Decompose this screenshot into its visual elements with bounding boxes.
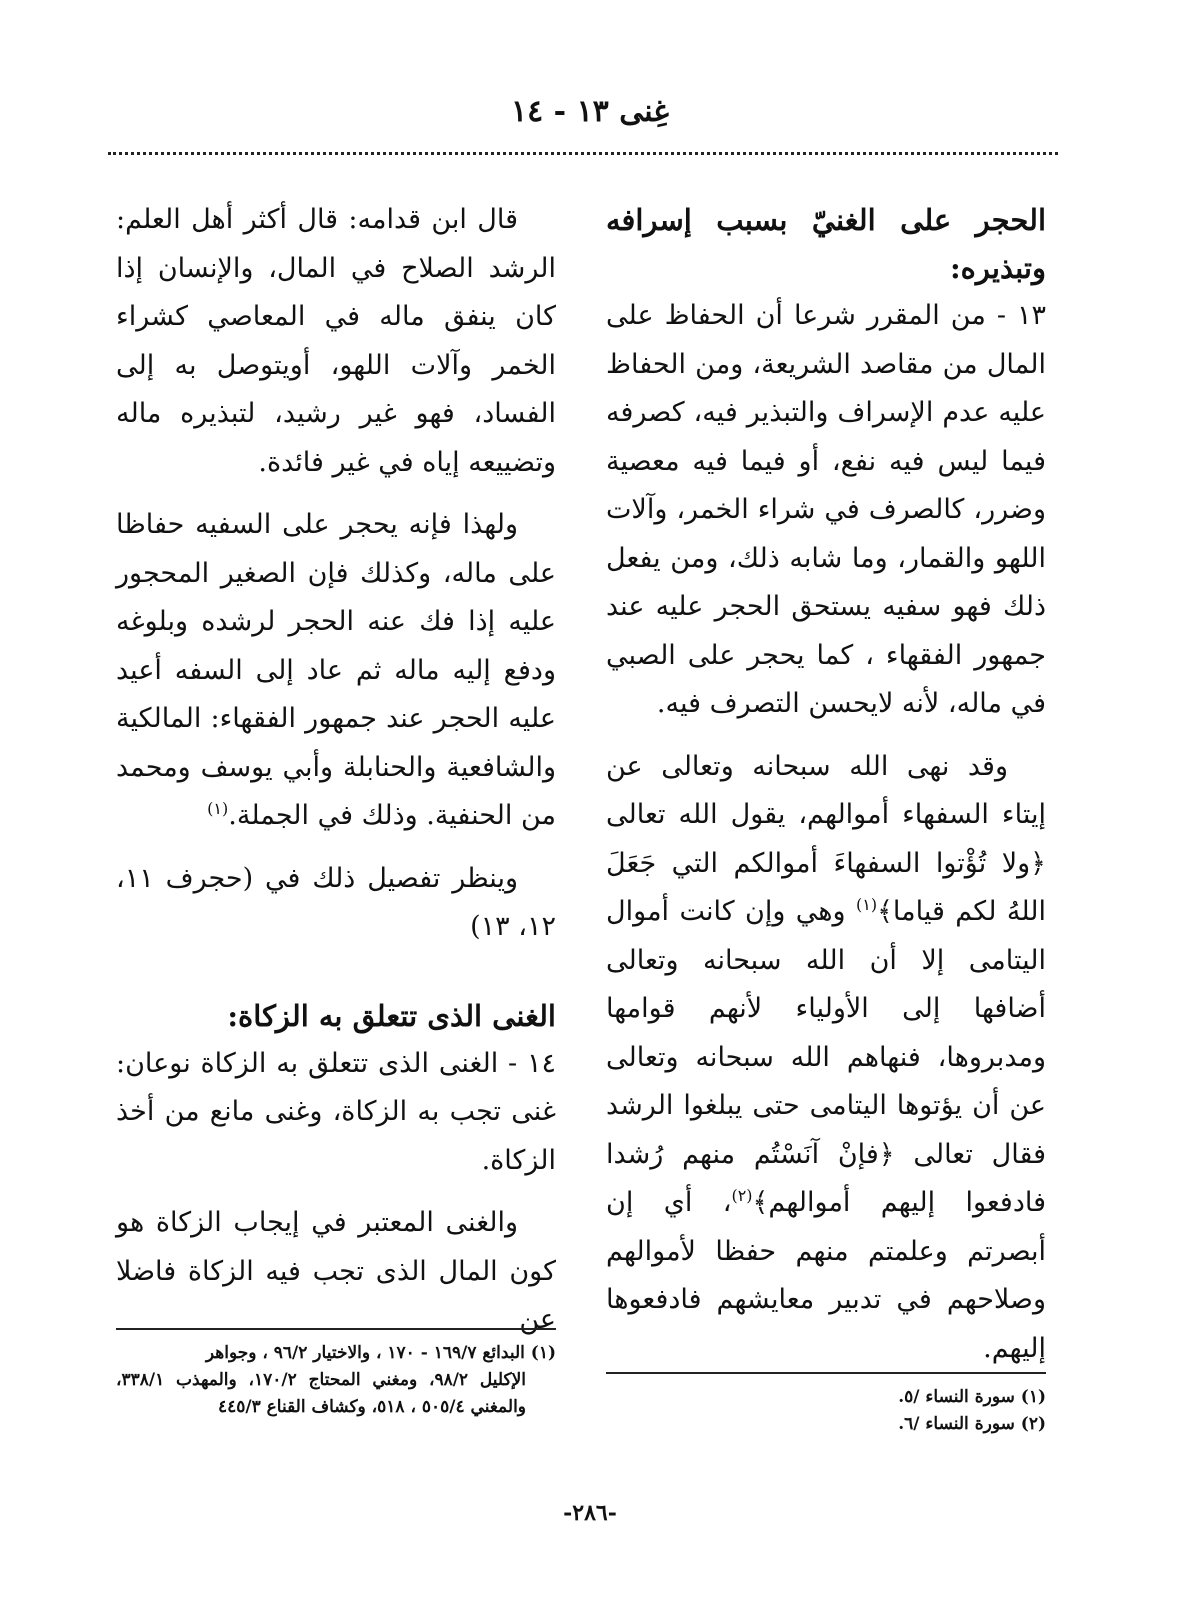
- footnote-ref-2: (٢): [731, 1186, 753, 1205]
- footnote-right-2: (٢) سورة النساء /٦.: [898, 1414, 1046, 1434]
- paragraph-zakat-ghina: والغنى المعتبر في إيجاب الزكاة هو كون المال الذى تجب فيه الزكاة فاضلا عن: [116, 1207, 556, 1335]
- page-number: -٢٨٦-: [563, 1500, 617, 1526]
- footnote-rule-right: [606, 1372, 1046, 1374]
- right-column: [606, 196, 1046, 1373]
- running-title: غِنى ١٣ - ١٤: [510, 94, 669, 129]
- paragraph-14: ١٤ - الغنى الذى تتعلق به الزكاة نوعان: غنى تجب به الزكاة، وغنى مانع من أخذ الزكاة.: [116, 1047, 556, 1176]
- footnotes-right: [606, 1384, 1046, 1438]
- paragraph-13: ١٣ - من المقرر شرعا أن الحفاظ على المال من مقاصد الشريعة، ومن الحفاظ عليه عدم الإسراف والتبذير فيه، كصرفه فيما ليس فيه نفع، أو فيما فيه معصية وضرر، كالصرف في شراء الخمر، وآلات اللهو والقمار، وما شابه ذلك، ومن يفعل ذلك فهو سفيه يستحق الحجر عليه عند جمهور الفقهاء ، كما يحجر على الصبي في ماله، لأنه لايحسن التصرف فيه.: [606, 300, 1046, 719]
- paragraph-text-c: ، أي إن أبصرتم وعلمتم منهم حفظا لأموالهم وصلاحهم في تدبير معايشهم فادفعوها إليهم.: [606, 1187, 1046, 1364]
- paragraph-cross-reference: وينظر تفصيل ذلك في (حجرف ١١، ١٢، ١٣): [116, 862, 556, 942]
- paragraph-ibn-qudama: قال ابن قدامه: قال أكثر أهل العلم: الرشد الصلاح في المال، والإنسان إذا كان ينفق ماله في المعاصي كشراء الخمر وآلات اللهو، أويتوصل به إلى الفساد، فهو غير رشيد، لتبذيره ماله وتضييعه إياه في غير فائدة.: [116, 204, 556, 478]
- paragraph-quran-verses: [606, 743, 1046, 1374]
- footnote-left-1-cont: الإكليل ٩٨/٢، ومغني المحتاج ١٧٠/٢، والمهذب ٣٣٨/١، والمغني ٥٠٥/٤ ، ٥١٨، وكشاف القناع ٤٤٥/٣: [116, 1370, 527, 1417]
- quran-quote-1: ﴿ولا تُؤْتوا السفهاءَ أموالكم التي جَعَلَ اللهُ لكم قياما﴾: [606, 847, 1046, 927]
- footnote-rule-left: [116, 1328, 556, 1330]
- paragraph-hajr-safih: [116, 501, 556, 841]
- footnote-ref-left-1: (١): [207, 799, 229, 818]
- section-heading-13: الحجر على الغنيّ بسبب إسرافه وتبذيره:: [606, 203, 1046, 285]
- footnotes-left: [116, 1340, 556, 1421]
- footnote-right-1: (١) سورة النساء /٥.: [898, 1387, 1046, 1407]
- section-heading-14: الغنى الذى تتعلق به الزكاة:: [227, 998, 556, 1033]
- paragraph-text-b: وهي وإن كانت أموال اليتامى إلا أن الله سبحانه وتعالى أضافها إلى الأولياء لأنهم قوامها ومدبروها، فنهاهم الله سبحانه وتعالى عن أن يؤتوها اليتامى حتى يبلغوا الرشد فقال تعالى: [606, 896, 1047, 1170]
- paragraph-hajr-text: ولهذا فإنه يحجر على السفيه حفاظا على ماله، وكذلك فإن الصغير المحجور عليه إذا فك عنه الحجر لرشده وبلوغه ودفع إليه ماله ثم عاد إلى السفه أعيد عليه الحجر عند جمهور الفقهاء: المالكية والشافعية والحنابلة وأبي يوسف ومحمد من الحنفية. وذلك في الجملة.: [116, 509, 556, 831]
- quran-quote-2: ﴿فإنْ آنَسْتُم منهم رُشدا فادفعوا إليهم أموالهم﴾: [606, 1138, 1046, 1218]
- footnote-ref-1: (١): [856, 895, 878, 914]
- footnote-left-1: (١) البدائع ١٦٩/٧ - ١٧٠ ، والاختيار ٩٦/٢ ، وجواهر: [205, 1343, 556, 1363]
- paragraph-text-a: وقد نهى الله سبحانه وتعالى عن إيتاء السفهاء أموالهم، يقول الله تعالى: [606, 750, 1046, 830]
- header-dotted-rule: [108, 152, 1058, 155]
- left-column: [116, 196, 556, 1345]
